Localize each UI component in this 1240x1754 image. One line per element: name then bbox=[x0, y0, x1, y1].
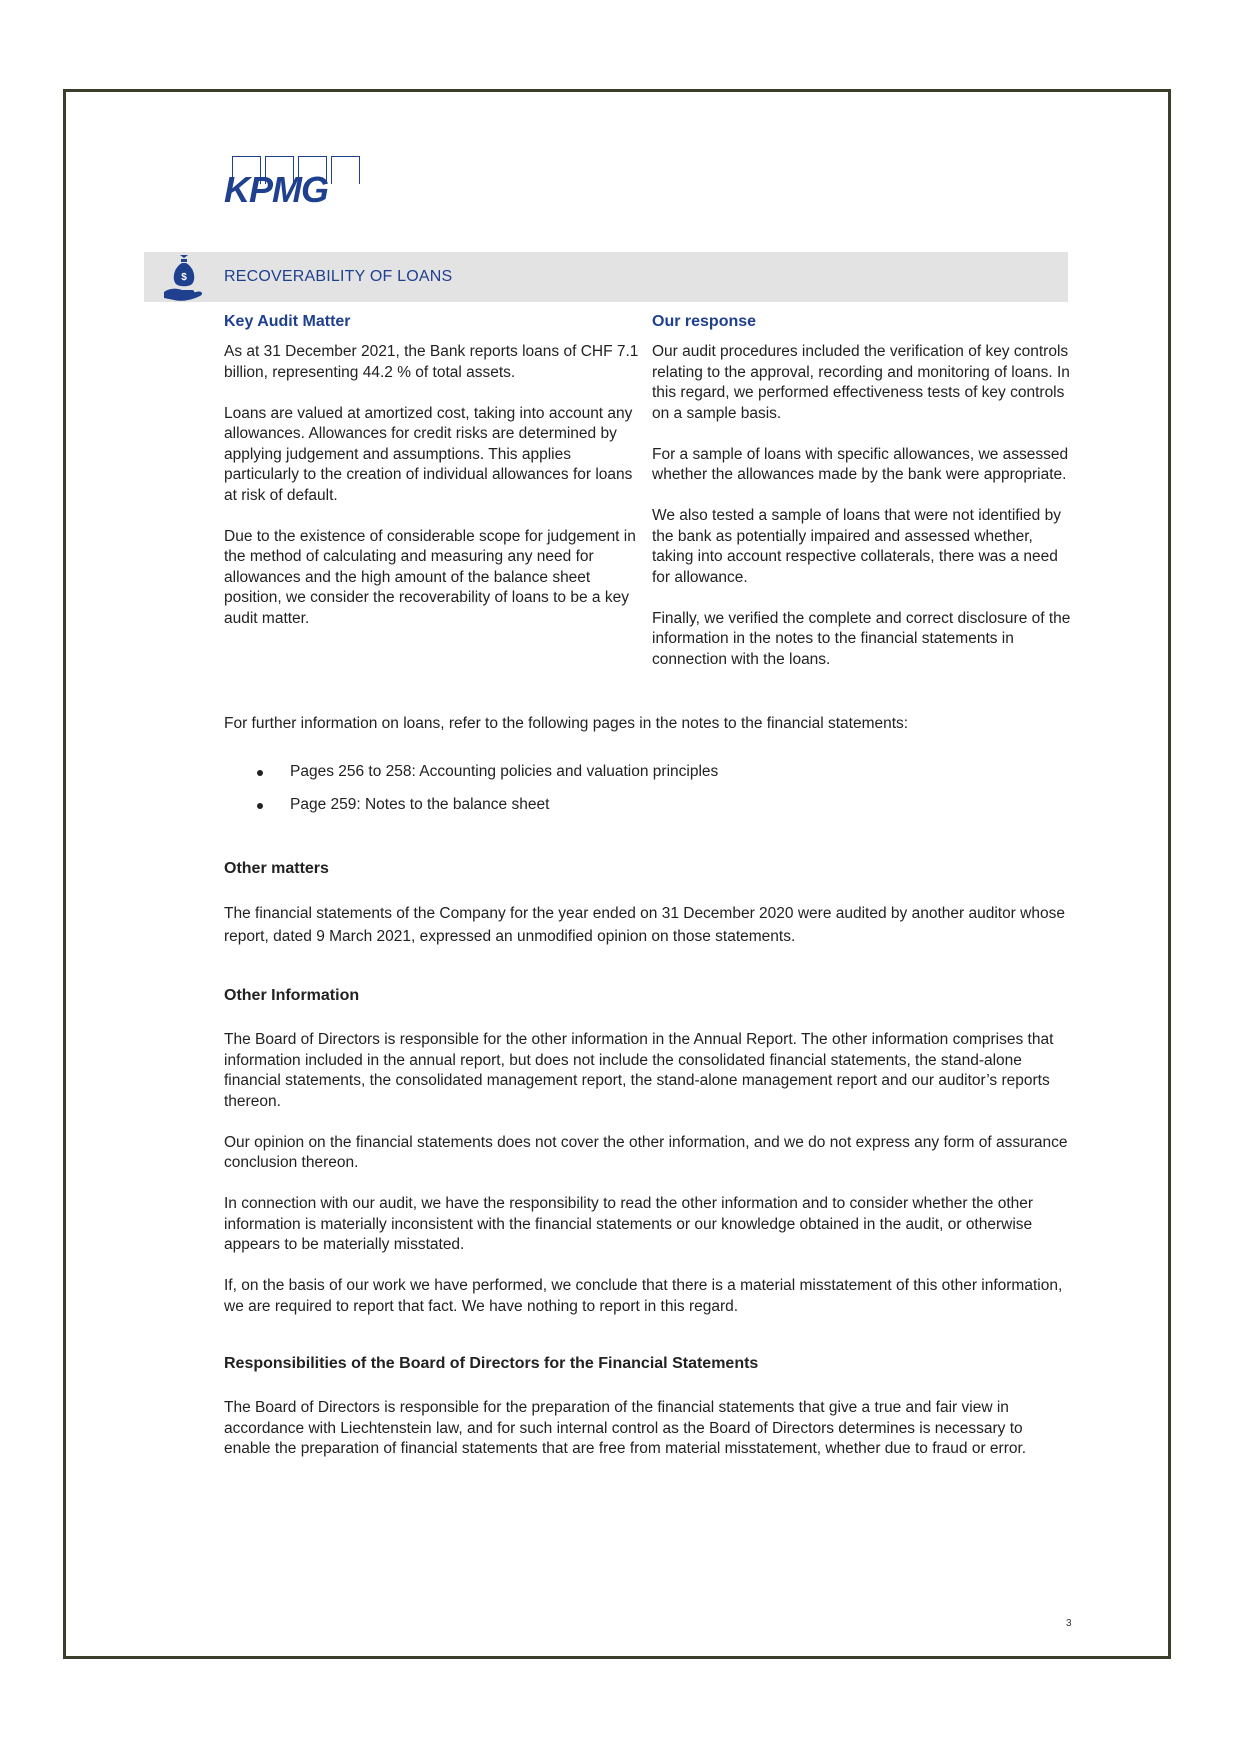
kam-paragraph: Due to the existence of considerable scope for judgement in the method of calculating and measuring any need for allowances and the high amount of the balance sheet position, we consider the recoverability of loans to be a key audit matter. bbox=[224, 527, 636, 627]
logo-text: KPMG bbox=[224, 169, 328, 210]
key-audit-matter-column bbox=[224, 312, 649, 650]
other-matters-text: The financial statements of the Company for the year ended on 31 December 2020 were audited by another auditor whose report, dated 9 March 2021, expressed an unmodified opinion on those statements. bbox=[224, 905, 1065, 945]
response-paragraph: For a sample of loans with specific allowances, we assessed whether the allowances made by the bank were appropriate. bbox=[652, 445, 1069, 483]
other-information-heading: Other Information bbox=[224, 987, 360, 1004]
our-response-column bbox=[652, 312, 1072, 691]
other-info-paragraph: The Board of Directors is responsible for the other information in the Annual Report. The other information comprises that information included in the annual report, but does not include the consolidated financial statements, the stand-alone financial statements, the consolidated management report, the stand-alone management report and our auditor’s reports thereon. bbox=[224, 1031, 1054, 1110]
kam-paragraph: Loans are valued at amortized cost, taking into account any allowances. Allowances for credit risks are determined by applying judgement and assumptions. This applies particularly to the creation of individual allowances for loans at risk of default. bbox=[224, 404, 633, 504]
response-paragraph: Our audit procedures included the verification of key controls relating to the approval, recording and monitoring of loans. In this regard, we performed effectiveness tests of key controls on a sample basis. bbox=[652, 343, 1070, 422]
further-info bbox=[224, 714, 1069, 735]
responsibilities-heading: Responsibilities of the Board of Directors for the Financial Statements bbox=[224, 1355, 759, 1372]
kpmg-logo bbox=[224, 156, 358, 212]
section-banner bbox=[144, 252, 1068, 302]
banner-title: RECOVERABILITY OF LOANS bbox=[224, 268, 453, 285]
response-paragraph: Finally, we verified the complete and correct disclosure of the information in the notes to the financial statements in connection with the loans. bbox=[652, 609, 1071, 668]
responsibilities-section bbox=[224, 1398, 1069, 1460]
page-number: 3 bbox=[1066, 1618, 1072, 1629]
other-info-paragraph: Our opinion on the financial statements does not cover the other information, and we do not express any form of assurance conclusion thereon. bbox=[224, 1133, 1068, 1171]
other-info-paragraph: If, on the basis of our work we have performed, we conclude that there is a material misstatement of this other information, we are required to report that fact. We have nothing to report in this regard. bbox=[224, 1277, 1063, 1315]
key-audit-matter-heading: Key Audit Matter bbox=[224, 313, 351, 330]
other-information-section bbox=[224, 1030, 1069, 1338]
other-matters-section bbox=[224, 903, 1069, 948]
reference-list bbox=[224, 762, 1069, 828]
money-bag-hand-icon bbox=[162, 254, 206, 302]
svg-text:$: $ bbox=[181, 272, 187, 283]
our-response-heading: Our response bbox=[652, 313, 757, 330]
response-paragraph: We also tested a sample of loans that were not identified by the bank as potentially impaired and assessed whether, taking into account respective collaterals, there was a need for allowance. bbox=[652, 507, 1061, 586]
list-item: Page 259: Notes to the balance sheet bbox=[224, 795, 1069, 828]
kam-paragraph: As at 31 December 2021, the Bank reports loans of CHF 7.1 billion, representing 44.2 % of total assets. bbox=[224, 343, 639, 381]
list-item: Pages 256 to 258: Accounting policies and valuation principles bbox=[224, 762, 1069, 795]
other-info-paragraph: In connection with our audit, we have the responsibility to read the other information and to consider whether the other information is materially inconsistent with the financial statements or our knowledge obtained in the audit, or otherwise appears to be materially misstated. bbox=[224, 1195, 1034, 1253]
responsibilities-text: The Board of Directors is responsible for the preparation of the financial statements that give a true and fair view in accordance with Liechtenstein law, and for such internal control as the Board of Directors determines is necessary to enable the preparation of financial statements that are free from material misstatement, whether due to fraud or error. bbox=[224, 1399, 1027, 1457]
other-matters-heading: Other matters bbox=[224, 860, 329, 877]
further-info-intro: For further information on loans, refer to the following pages in the notes to the financial statements: bbox=[224, 715, 909, 732]
